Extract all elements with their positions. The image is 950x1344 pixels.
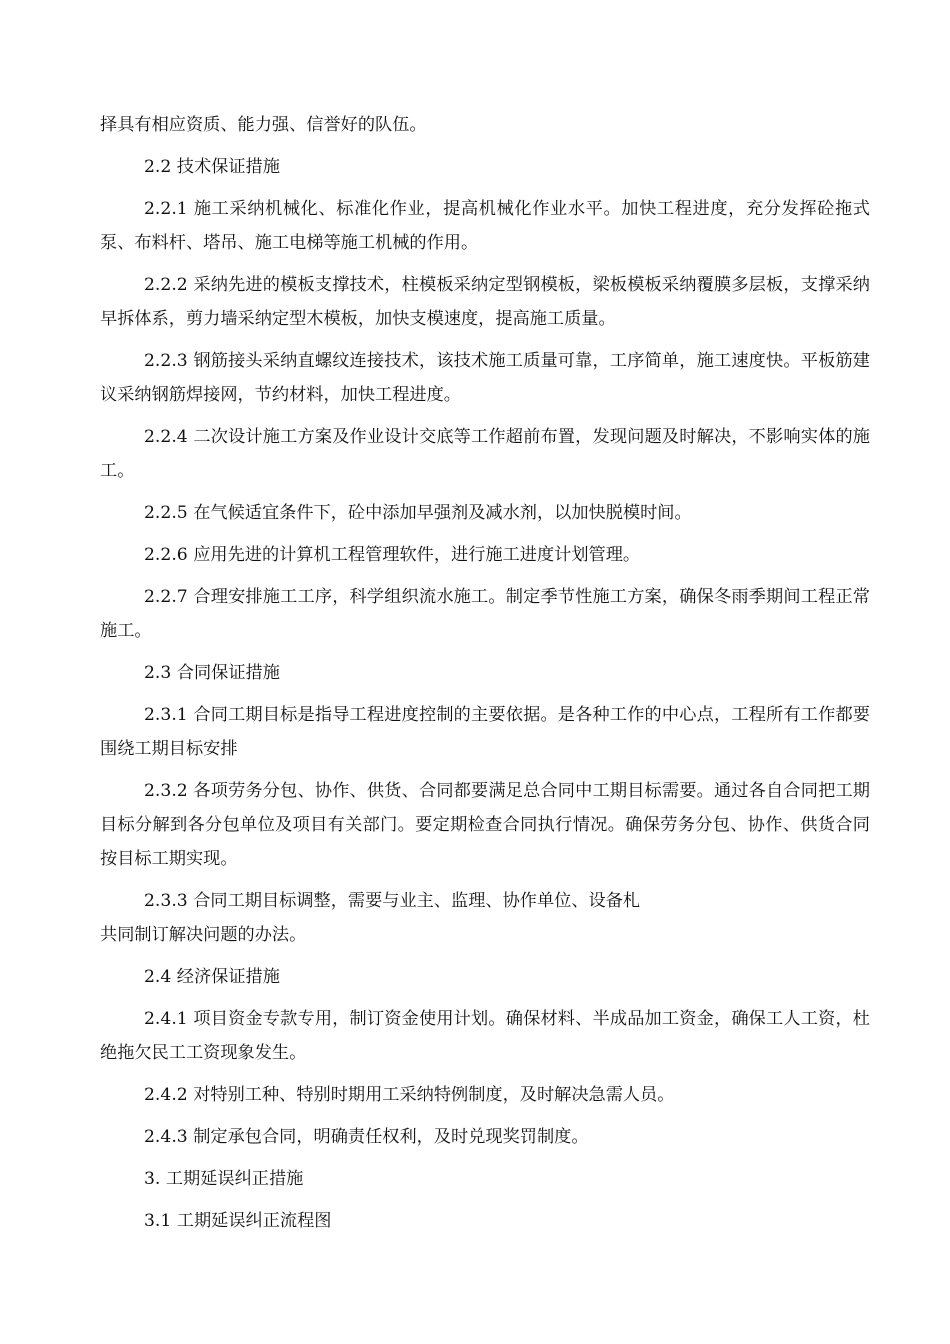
- paragraph-2-4-3: 2.4.3 制定承包合同，明确责任权利，及时兑现奖罚制度。: [144, 1127, 589, 1147]
- paragraph-2-2-3: 2.2.3 钢筋接头采纳直螺纹连接技术，该技术施工质量可靠，工序简单，施工速度快。平板筋建议采纳钢筋焊接网，节约材料，加快工程进度。: [100, 351, 870, 405]
- document-page: [100, 108, 870, 1246]
- paragraph-2-2-4: 2.2.4 二次设计施工方案及作业设计交底等工作超前布置，发现问题及时解决，不影响实体的施工。: [100, 427, 870, 481]
- section-heading-2-4: 2.4 经济保证措施: [144, 967, 280, 987]
- paragraph-2-2-6: 2.2.6 应用先进的计算机工程管理软件，进行施工进度计划管理。: [144, 545, 641, 565]
- paragraph-2-2-1: 2.2.1 施工采纳机械化、标准化作业，提高机械化作业水平。加快工程进度，充分发挥砼拖式泵、布料杆、塔吊、施工电梯等施工机械的作用。: [100, 199, 870, 253]
- paragraph-2-4-2: 2.4.2 对特别工种、特别时期用工采纳特例制度，及时解决急需人员。: [144, 1085, 675, 1105]
- paragraph-2-4-1: 2.4.1 项目资金专款专用，制订资金使用计划。确保材料、半成品加工资金，确保工人工资，杜绝拖欠民工工资现象发生。: [100, 1009, 870, 1063]
- paragraph-2-2-7: 2.2.7 合理安排施工工序，科学组织流水施工。制定季节性施工方案，确保冬雨季期间工程正常施工。: [100, 587, 870, 641]
- section-heading-2-3: 2.3 合同保证措施: [144, 663, 280, 683]
- paragraph-2-3-3-continuation: 共同制订解决问题的办法。: [100, 925, 307, 945]
- section-heading-3: 3. 工期延误纠正措施: [144, 1169, 304, 1189]
- section-heading-2-2: 2.2 技术保证措施: [144, 157, 280, 177]
- paragraph-2-3-3: 2.3.3 合同工期目标调整，需要与业主、监理、协作单位、设备札: [144, 891, 641, 911]
- section-heading-3-1: 3.1 工期延误纠正流程图: [144, 1211, 332, 1231]
- paragraph-2-3-1: 2.3.1 合同工期目标是指导工程进度控制的主要依据。是各种工作的中心点，工程所有工作都要围绕工期目标安排: [100, 705, 870, 759]
- paragraph-2-2-2: 2.2.2 采纳先进的模板支撑技术，柱模板采纳定型钢模板，梁板模板采纳覆膜多层板，支撑采纳早拆体系，剪力墙采纳定型木模板，加快支模速度，提高施工质量。: [100, 275, 870, 329]
- paragraph-2-3-2: 2.3.2 各项劳务分包、协作、供货、合同都要满足总合同中工期目标需要。通过各自合同把工期目标分解到各分包单位及项目有关部门。要定期检查合同执行情况。确保劳务分包、协作、供货合同按目标工期实现。: [100, 781, 870, 869]
- paragraph-2-2-5: 2.2.5 在气候适宜条件下，砼中添加早强剂及减水剂，以加快脱模时间。: [144, 503, 692, 523]
- paragraph-continuation: 择具有相应资质、能力强、信誉好的队伍。: [100, 115, 427, 135]
